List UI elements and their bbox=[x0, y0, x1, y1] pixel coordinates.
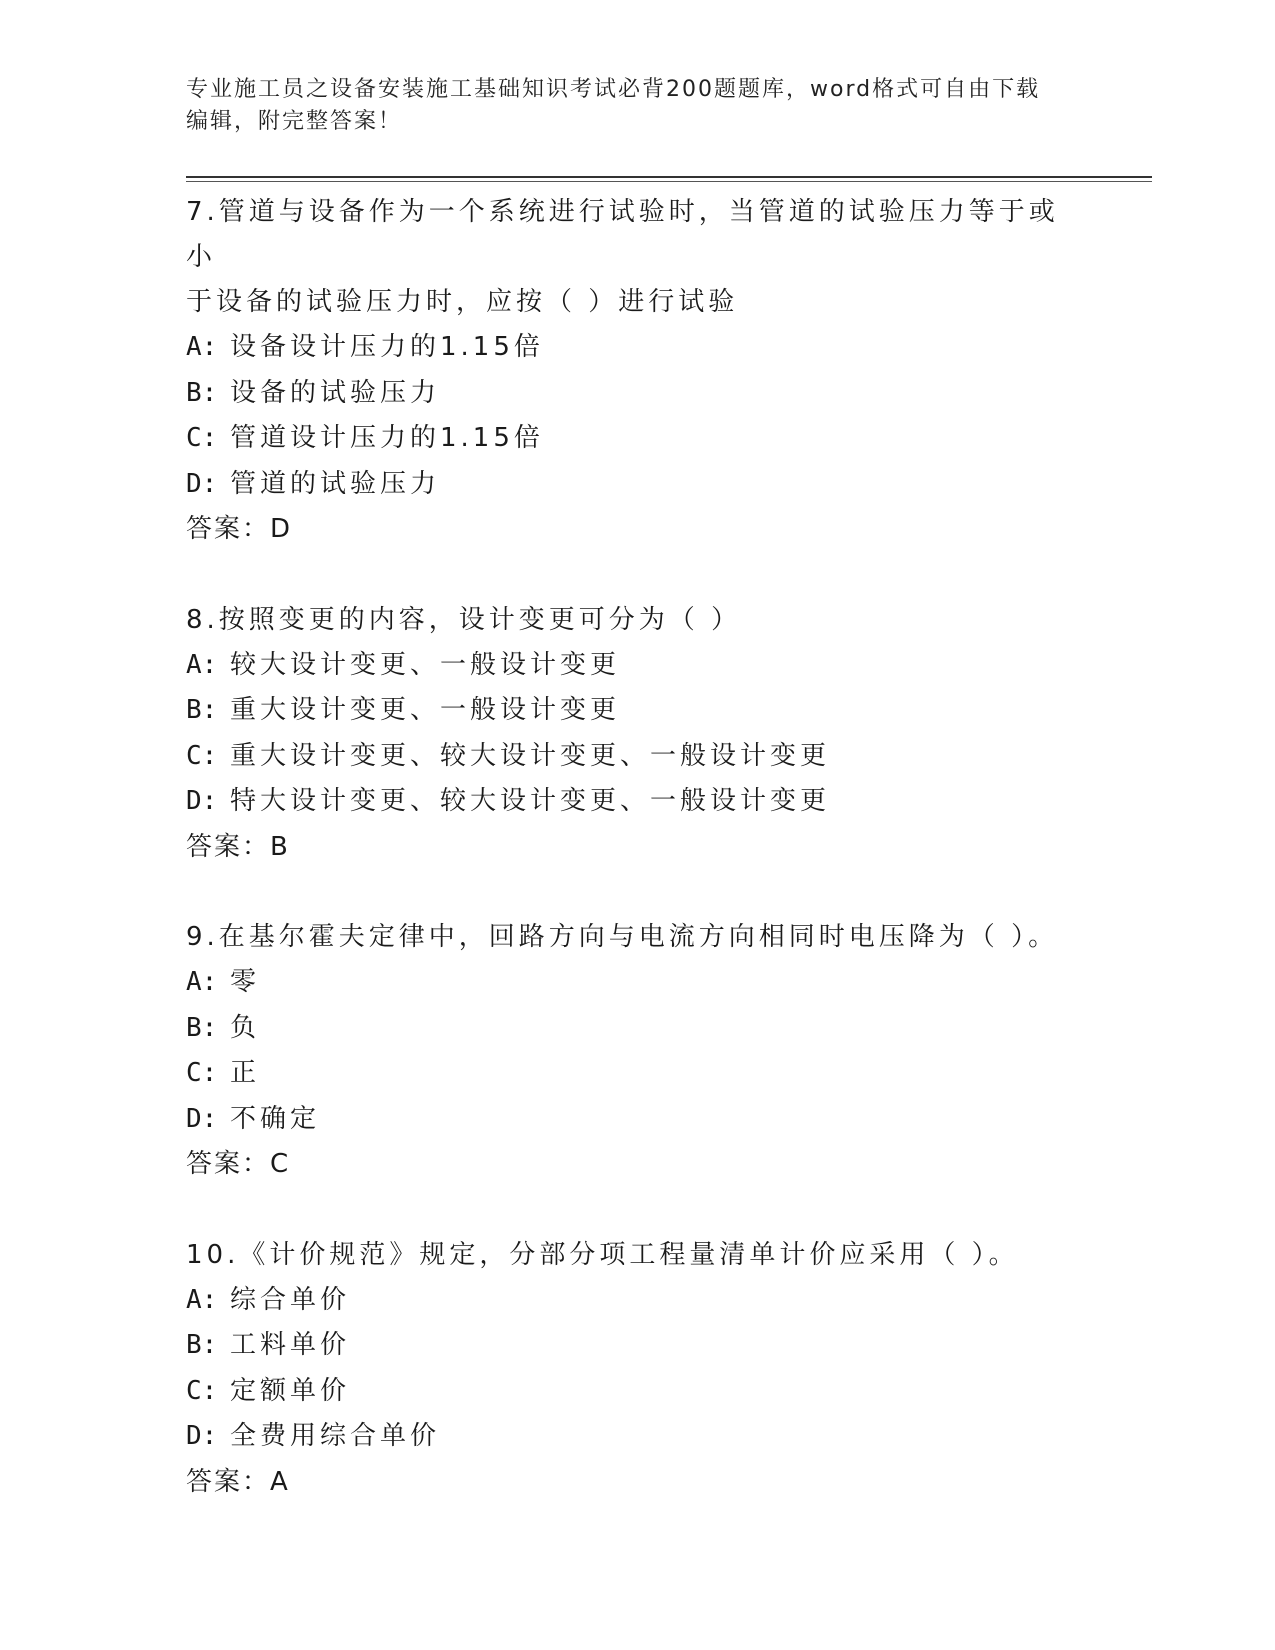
answer-line bbox=[186, 1460, 1066, 1506]
option-letter: D: bbox=[186, 468, 218, 499]
option-letter: B: bbox=[186, 377, 218, 408]
option-c bbox=[186, 1051, 1066, 1097]
answer-label: 答案： bbox=[186, 1466, 271, 1497]
option-d bbox=[186, 1097, 1066, 1143]
answer-value: D bbox=[270, 514, 293, 544]
option-text: 设备设计压力的1.15倍 bbox=[230, 332, 544, 362]
option-letter: C: bbox=[186, 423, 218, 453]
question-stem-cont: 于设备的试验压力时，应按（ ）进行试验 bbox=[186, 287, 739, 317]
answer-value: C bbox=[270, 1149, 291, 1179]
option-letter: A: bbox=[186, 1284, 218, 1315]
answer-line bbox=[186, 1142, 1066, 1188]
option-text: 工料单价 bbox=[230, 1330, 351, 1360]
option-text: 定额单价 bbox=[230, 1375, 351, 1406]
answer-line bbox=[186, 825, 1066, 871]
option-text: 较大设计变更、一般设计变更 bbox=[230, 649, 621, 680]
question-stem: 8.按照变更的内容，设计变更可分为（ ） bbox=[186, 604, 742, 635]
option-letter: B: bbox=[186, 1012, 218, 1043]
option-text: 特大设计变更、较大设计变更、一般设计变更 bbox=[230, 786, 831, 816]
option-a bbox=[186, 960, 1066, 1006]
option-d bbox=[186, 779, 1066, 825]
option-text: 管道的试验压力 bbox=[230, 468, 441, 499]
option-b bbox=[186, 688, 1066, 734]
option-text: 负 bbox=[230, 1012, 261, 1043]
answer-line bbox=[186, 507, 1066, 553]
option-letter: D: bbox=[186, 1421, 218, 1451]
question-stem: 7.管道与设备作为一个系统进行试验时，当管道的试验压力等于或小 bbox=[186, 197, 1059, 272]
option-letter: C: bbox=[186, 1058, 218, 1088]
option-letter: A: bbox=[186, 649, 218, 680]
question-list bbox=[186, 190, 1066, 1505]
option-letter: B: bbox=[186, 1330, 218, 1360]
option-letter: C: bbox=[186, 1375, 218, 1406]
option-text: 综合单价 bbox=[230, 1284, 351, 1315]
option-c bbox=[186, 416, 1066, 462]
question-9 bbox=[186, 915, 1066, 1188]
option-text: 正 bbox=[230, 1058, 261, 1088]
option-letter: D: bbox=[186, 786, 218, 816]
option-text: 零 bbox=[230, 967, 261, 997]
document-header bbox=[186, 74, 1066, 138]
option-b bbox=[186, 371, 1066, 417]
option-b bbox=[186, 1006, 1066, 1052]
question-10 bbox=[186, 1233, 1066, 1506]
answer-label: 答案： bbox=[186, 1149, 271, 1179]
option-text: 重大设计变更、较大设计变更、一般设计变更 bbox=[230, 740, 831, 771]
option-text: 不确定 bbox=[230, 1103, 321, 1134]
header-divider-thin bbox=[186, 181, 1152, 182]
option-text: 全费用综合单价 bbox=[230, 1421, 441, 1451]
option-text: 管道设计压力的1.15倍 bbox=[230, 423, 544, 453]
option-a bbox=[186, 325, 1066, 371]
header-line-1: 专业施工员之设备安装施工基础知识考试必背200题题库，word格式可自由下载 bbox=[186, 77, 1041, 102]
option-letter: C: bbox=[186, 740, 218, 771]
answer-value: A bbox=[270, 1466, 290, 1497]
answer-label: 答案： bbox=[186, 514, 271, 544]
header-line-2: 编辑，附完整答案！ bbox=[186, 109, 403, 134]
question-8 bbox=[186, 598, 1066, 871]
question-stem: 10.《计价规范》规定，分部分项工程量清单计价应采用（ ）。 bbox=[186, 1239, 1019, 1270]
option-d bbox=[186, 462, 1066, 508]
option-letter: B: bbox=[186, 695, 218, 725]
option-a bbox=[186, 1278, 1066, 1324]
option-a bbox=[186, 643, 1066, 689]
question-stem: 9.在基尔霍夫定律中，回路方向与电流方向相同时电压降为（ ）。 bbox=[186, 922, 1059, 952]
option-c bbox=[186, 734, 1066, 780]
header-divider-thick bbox=[186, 176, 1152, 178]
option-c bbox=[186, 1369, 1066, 1415]
answer-value: B bbox=[270, 831, 290, 862]
option-text: 设备的试验压力 bbox=[230, 377, 441, 408]
question-7 bbox=[186, 190, 1066, 553]
option-letter: A: bbox=[186, 332, 218, 362]
option-letter: A: bbox=[186, 967, 218, 997]
option-letter: D: bbox=[186, 1103, 218, 1134]
option-d bbox=[186, 1414, 1066, 1460]
answer-label: 答案： bbox=[186, 831, 271, 862]
option-text: 重大设计变更、一般设计变更 bbox=[230, 695, 621, 725]
option-b bbox=[186, 1323, 1066, 1369]
